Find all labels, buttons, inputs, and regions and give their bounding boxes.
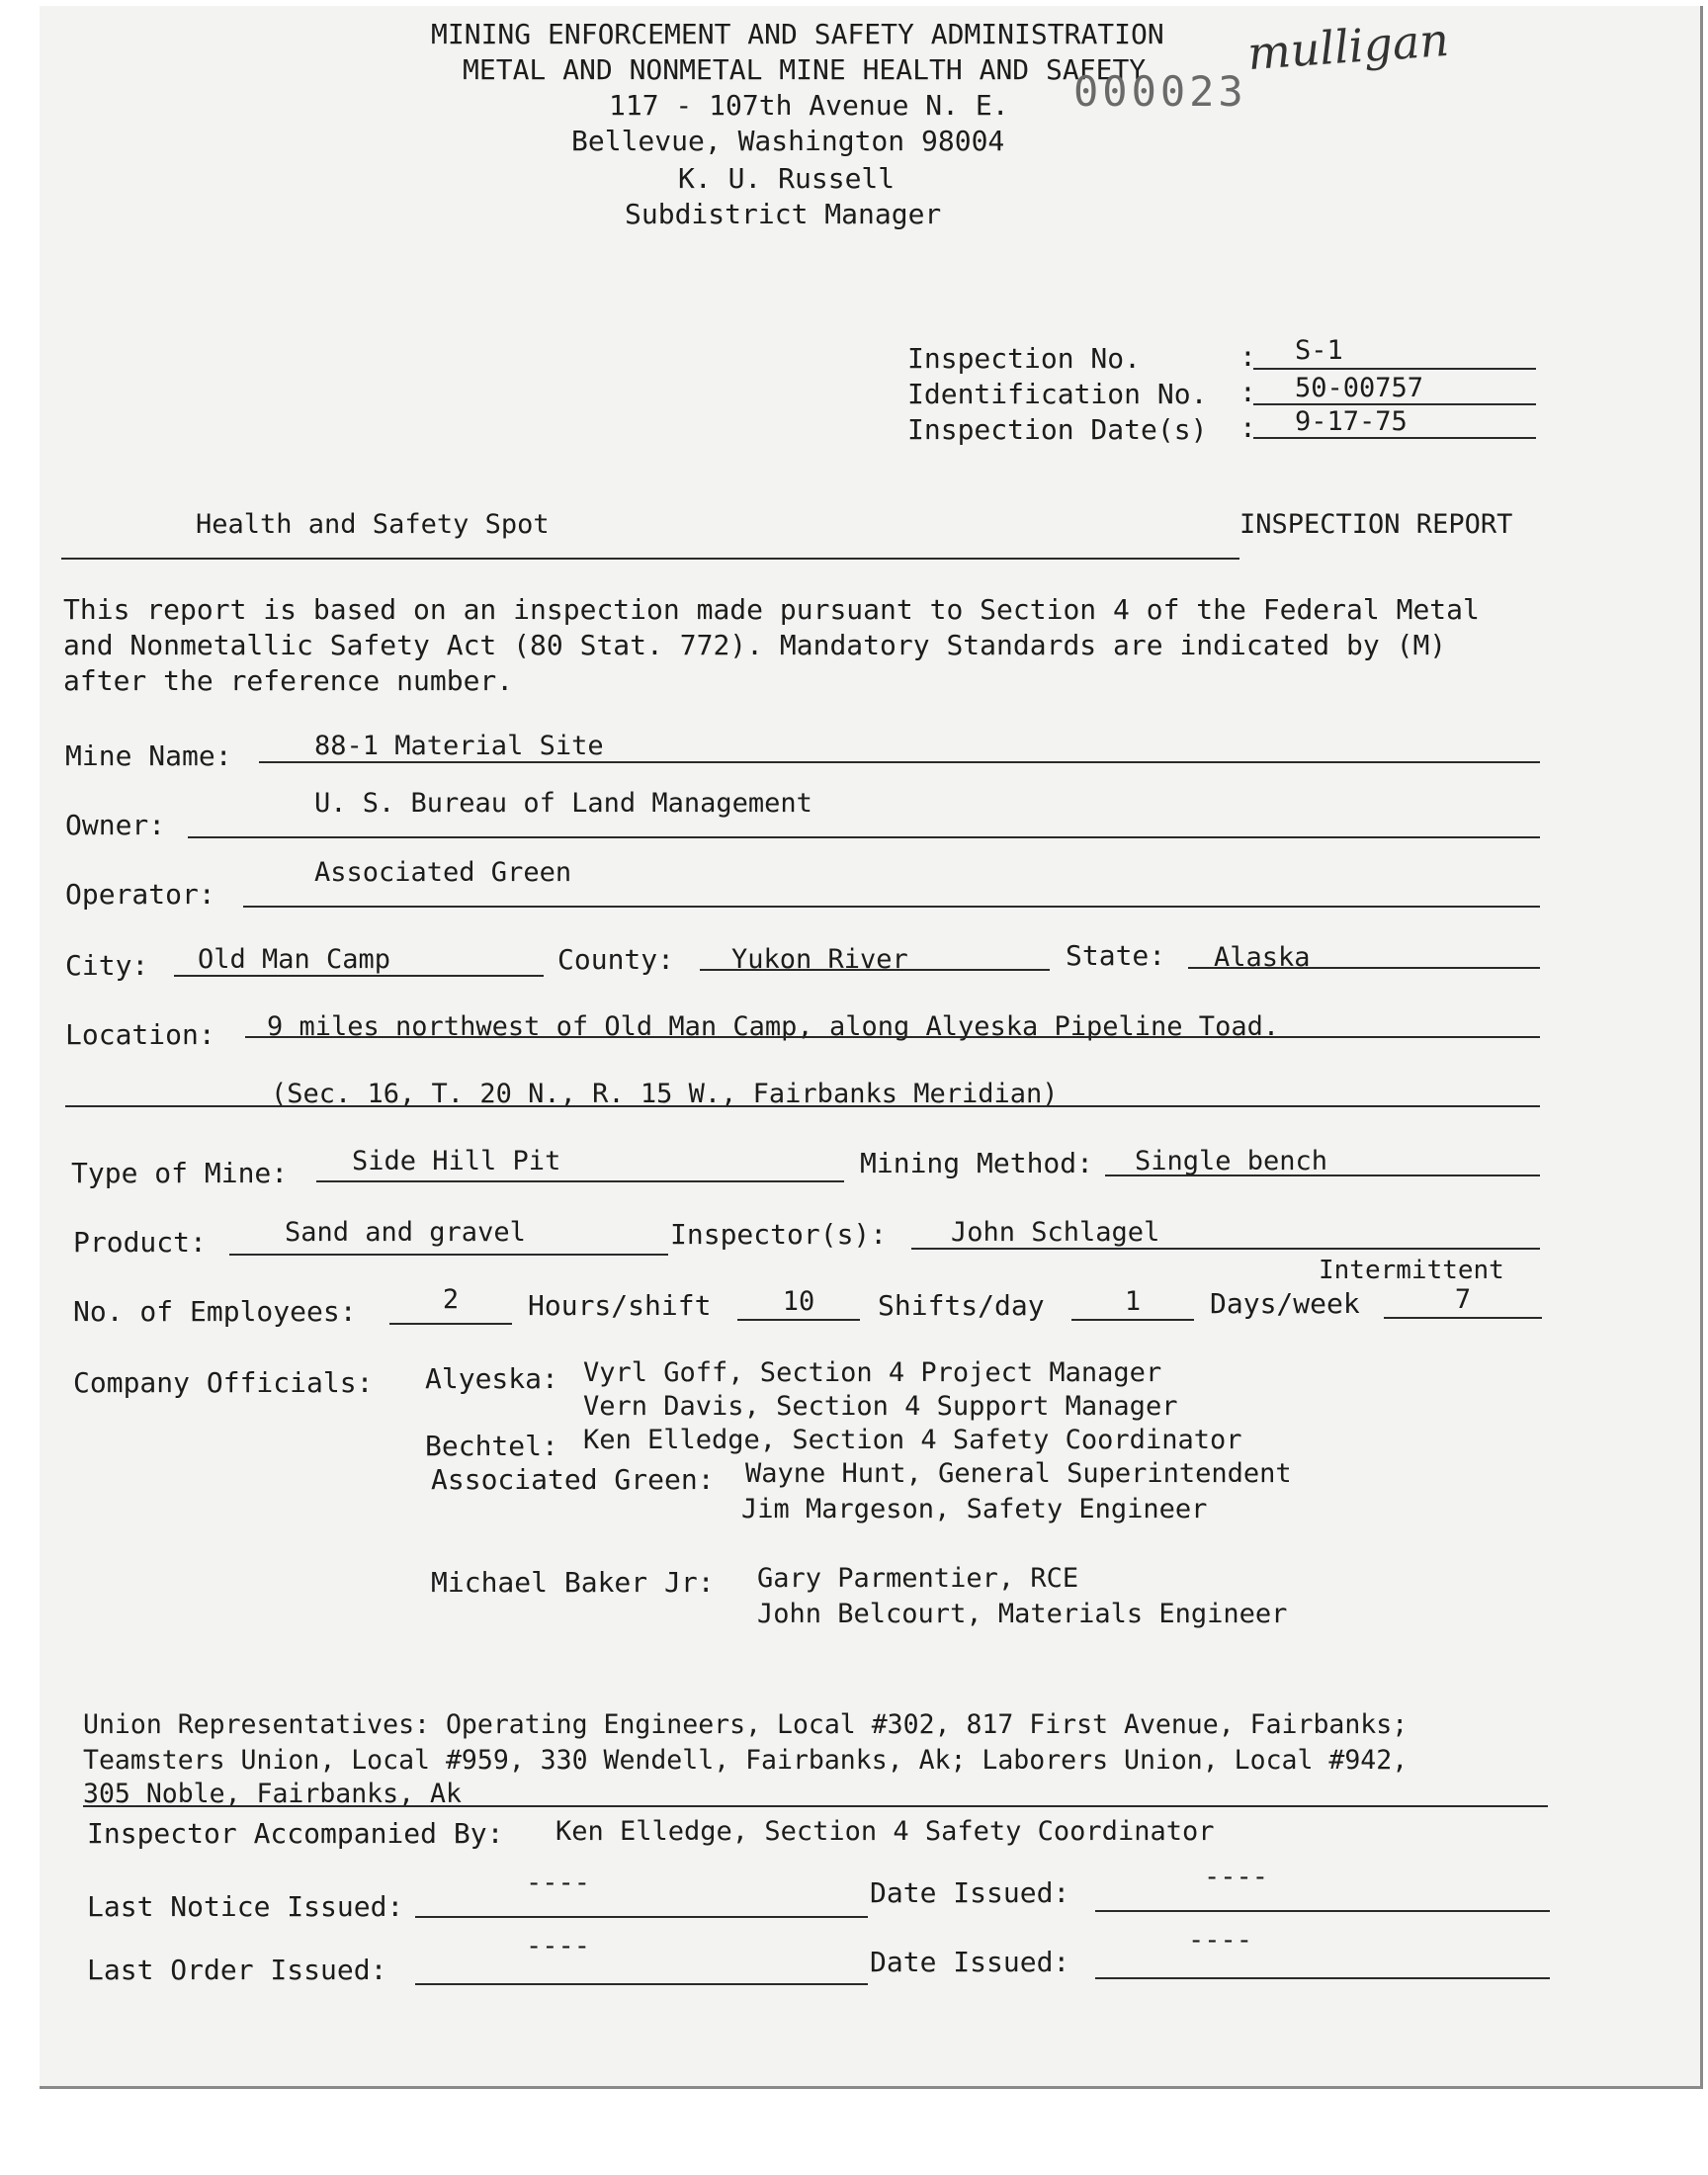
notice-date-label: Date Issued: bbox=[870, 1876, 1070, 1909]
identification-no-label: Identification No. bbox=[907, 378, 1208, 410]
inspection-no-label: Inspection No. bbox=[907, 342, 1142, 375]
alyeska-official-1: Vyrl Goff, Section 4 Project Manager bbox=[583, 1357, 1162, 1388]
associated-green-label: Associated Green: bbox=[431, 1463, 715, 1496]
identification-no-colon: : bbox=[1239, 376, 1256, 408]
owner-value: U. S. Bureau of Land Management bbox=[314, 788, 812, 819]
mine-name-line bbox=[259, 761, 1540, 763]
bechtel-label: Bechtel: bbox=[425, 1430, 558, 1462]
inspection-no-colon: : bbox=[1239, 340, 1256, 373]
document-page bbox=[40, 6, 1703, 2089]
associated-green-official-2: Jim Margeson, Safety Engineer bbox=[741, 1494, 1208, 1524]
inspectors-line bbox=[911, 1248, 1540, 1250]
mining-method-value: Single bench bbox=[1135, 1146, 1328, 1176]
operator-value: Associated Green bbox=[314, 857, 572, 888]
report-type: Health and Safety Spot bbox=[196, 509, 550, 540]
address-line-2: Bellevue, Washington 98004 bbox=[571, 125, 1005, 157]
michael-baker-official-2: John Belcourt, Materials Engineer bbox=[757, 1599, 1288, 1629]
address-line-1: 117 - 107th Avenue N. E. bbox=[609, 89, 1009, 122]
alyeska-label: Alyeska: bbox=[425, 1362, 558, 1395]
union-line-3: 305 Noble, Fairbanks, Ak bbox=[83, 1779, 462, 1809]
type-of-mine-value: Side Hill Pit bbox=[352, 1146, 561, 1176]
inspection-date-label: Inspection Date(s) bbox=[907, 413, 1208, 446]
product-line bbox=[229, 1254, 668, 1256]
shifts-label: Shifts/day bbox=[878, 1289, 1045, 1322]
last-notice-line bbox=[415, 1916, 868, 1918]
inspection-date-colon: : bbox=[1239, 411, 1256, 444]
associated-green-official-1: Wayne Hunt, General Superintendent bbox=[745, 1458, 1292, 1489]
division-name: METAL AND NONMETAL MINE HEALTH AND SAFETY bbox=[463, 53, 1147, 86]
union-line bbox=[83, 1805, 1548, 1807]
agency-name: MINING ENFORCEMENT AND SAFETY ADMINISTRATION bbox=[431, 18, 1164, 50]
last-order-value: ---- bbox=[526, 1931, 591, 1961]
order-date-line bbox=[1095, 1977, 1550, 1979]
inspection-date-line bbox=[1253, 437, 1536, 439]
manager-title: Subdistrict Manager bbox=[625, 198, 942, 230]
owner-label: Owner: bbox=[65, 809, 166, 841]
days-label: Days/week bbox=[1210, 1287, 1360, 1320]
hours-line bbox=[737, 1319, 860, 1321]
location-value-1: 9 miles northwest of Old Man Camp, along Alyeska Pipeline Toad. bbox=[267, 1011, 1280, 1042]
last-notice-label: Last Notice Issued: bbox=[87, 1890, 404, 1923]
mining-method-line bbox=[1105, 1174, 1540, 1176]
mining-method-label: Mining Method: bbox=[860, 1147, 1094, 1179]
city-line bbox=[174, 975, 544, 977]
product-label: Product: bbox=[73, 1226, 207, 1259]
identification-no-line bbox=[1253, 403, 1536, 405]
county-value: Yukon River bbox=[731, 944, 908, 975]
type-of-mine-line bbox=[316, 1180, 844, 1182]
notice-date-line bbox=[1095, 1910, 1550, 1912]
state-label: State: bbox=[1066, 939, 1166, 972]
intermittent-note: Intermittent bbox=[1319, 1256, 1504, 1285]
michael-baker-official-1: Gary Parmentier, RCE bbox=[757, 1563, 1079, 1594]
company-officials-label: Company Officials: bbox=[73, 1366, 374, 1399]
last-order-label: Last Order Issued: bbox=[87, 1954, 387, 1986]
location-line-2 bbox=[65, 1105, 1540, 1107]
hours-value: 10 bbox=[782, 1286, 815, 1317]
location-value-2: (Sec. 16, T. 20 N., R. 15 W., Fairbanks Meridian) bbox=[271, 1079, 1059, 1109]
inspection-no-line bbox=[1253, 368, 1536, 370]
identification-no-value: 50-00757 bbox=[1295, 373, 1424, 403]
shifts-line bbox=[1071, 1319, 1194, 1321]
michael-baker-label: Michael Baker Jr: bbox=[431, 1566, 715, 1599]
inspectors-value: John Schlagel bbox=[951, 1217, 1160, 1248]
inspection-date-value: 9-17-75 bbox=[1295, 406, 1408, 437]
union-line-1: Union Representatives: Operating Engineers, Local #302, 817 First Avenue, Fairbanks; bbox=[83, 1709, 1409, 1740]
owner-line bbox=[188, 836, 1540, 838]
report-type-line bbox=[61, 558, 1239, 560]
intro-line-3: after the reference number. bbox=[63, 664, 514, 697]
employees-value: 2 bbox=[442, 1284, 460, 1315]
operator-line bbox=[243, 906, 1540, 908]
days-value: 7 bbox=[1454, 1284, 1472, 1315]
county-line bbox=[700, 969, 1050, 971]
employees-label: No. of Employees: bbox=[73, 1295, 357, 1328]
location-line-1 bbox=[245, 1036, 1540, 1038]
operator-label: Operator: bbox=[65, 878, 215, 911]
county-label: County: bbox=[557, 943, 675, 976]
order-date-value: ---- bbox=[1188, 1925, 1253, 1956]
mine-name-label: Mine Name: bbox=[65, 740, 232, 772]
state-line bbox=[1188, 967, 1540, 969]
union-line-2: Teamsters Union, Local #959, 330 Wendell, Fairbanks, Ak; Laborers Union, Local #942, bbox=[83, 1745, 1409, 1776]
location-label: Location: bbox=[65, 1018, 215, 1051]
stamp-number: 000023 bbox=[1073, 67, 1247, 116]
last-notice-value: ---- bbox=[526, 1868, 591, 1898]
days-line bbox=[1384, 1317, 1542, 1319]
city-value: Old Man Camp bbox=[198, 944, 391, 975]
order-date-label: Date Issued: bbox=[870, 1946, 1070, 1978]
employees-line bbox=[389, 1323, 512, 1325]
manager-name: K. U. Russell bbox=[678, 162, 896, 195]
last-order-line bbox=[415, 1983, 868, 1985]
intro-line-2: and Nonmetallic Safety Act (80 Stat. 772). Mandatory Standards are indicated by (M) bbox=[63, 629, 1447, 661]
intro-line-1: This report is based on an inspection made pursuant to Section 4 of the Federal Metal bbox=[63, 593, 1480, 626]
bechtel-official-1: Ken Elledge, Section 4 Safety Coordinator bbox=[583, 1425, 1242, 1455]
hours-label: Hours/shift bbox=[528, 1289, 712, 1322]
mine-name-value: 88-1 Material Site bbox=[314, 731, 604, 761]
shifts-value: 1 bbox=[1124, 1286, 1142, 1317]
inspectors-label: Inspector(s): bbox=[670, 1218, 888, 1251]
accompanied-label: Inspector Accompanied By: bbox=[87, 1817, 504, 1850]
handwritten-annotation: mulligan bbox=[1245, 12, 1451, 81]
product-value: Sand and gravel bbox=[285, 1217, 526, 1248]
inspection-no-value: S-1 bbox=[1295, 335, 1343, 366]
type-of-mine-label: Type of Mine: bbox=[71, 1157, 289, 1189]
state-value: Alaska bbox=[1214, 942, 1311, 973]
city-label: City: bbox=[65, 949, 149, 982]
accompanied-value: Ken Elledge, Section 4 Safety Coordinator bbox=[555, 1816, 1215, 1847]
alyeska-official-2: Vern Davis, Section 4 Support Manager bbox=[583, 1391, 1178, 1422]
report-title: INSPECTION REPORT bbox=[1239, 509, 1513, 540]
notice-date-value: ---- bbox=[1204, 1862, 1269, 1892]
